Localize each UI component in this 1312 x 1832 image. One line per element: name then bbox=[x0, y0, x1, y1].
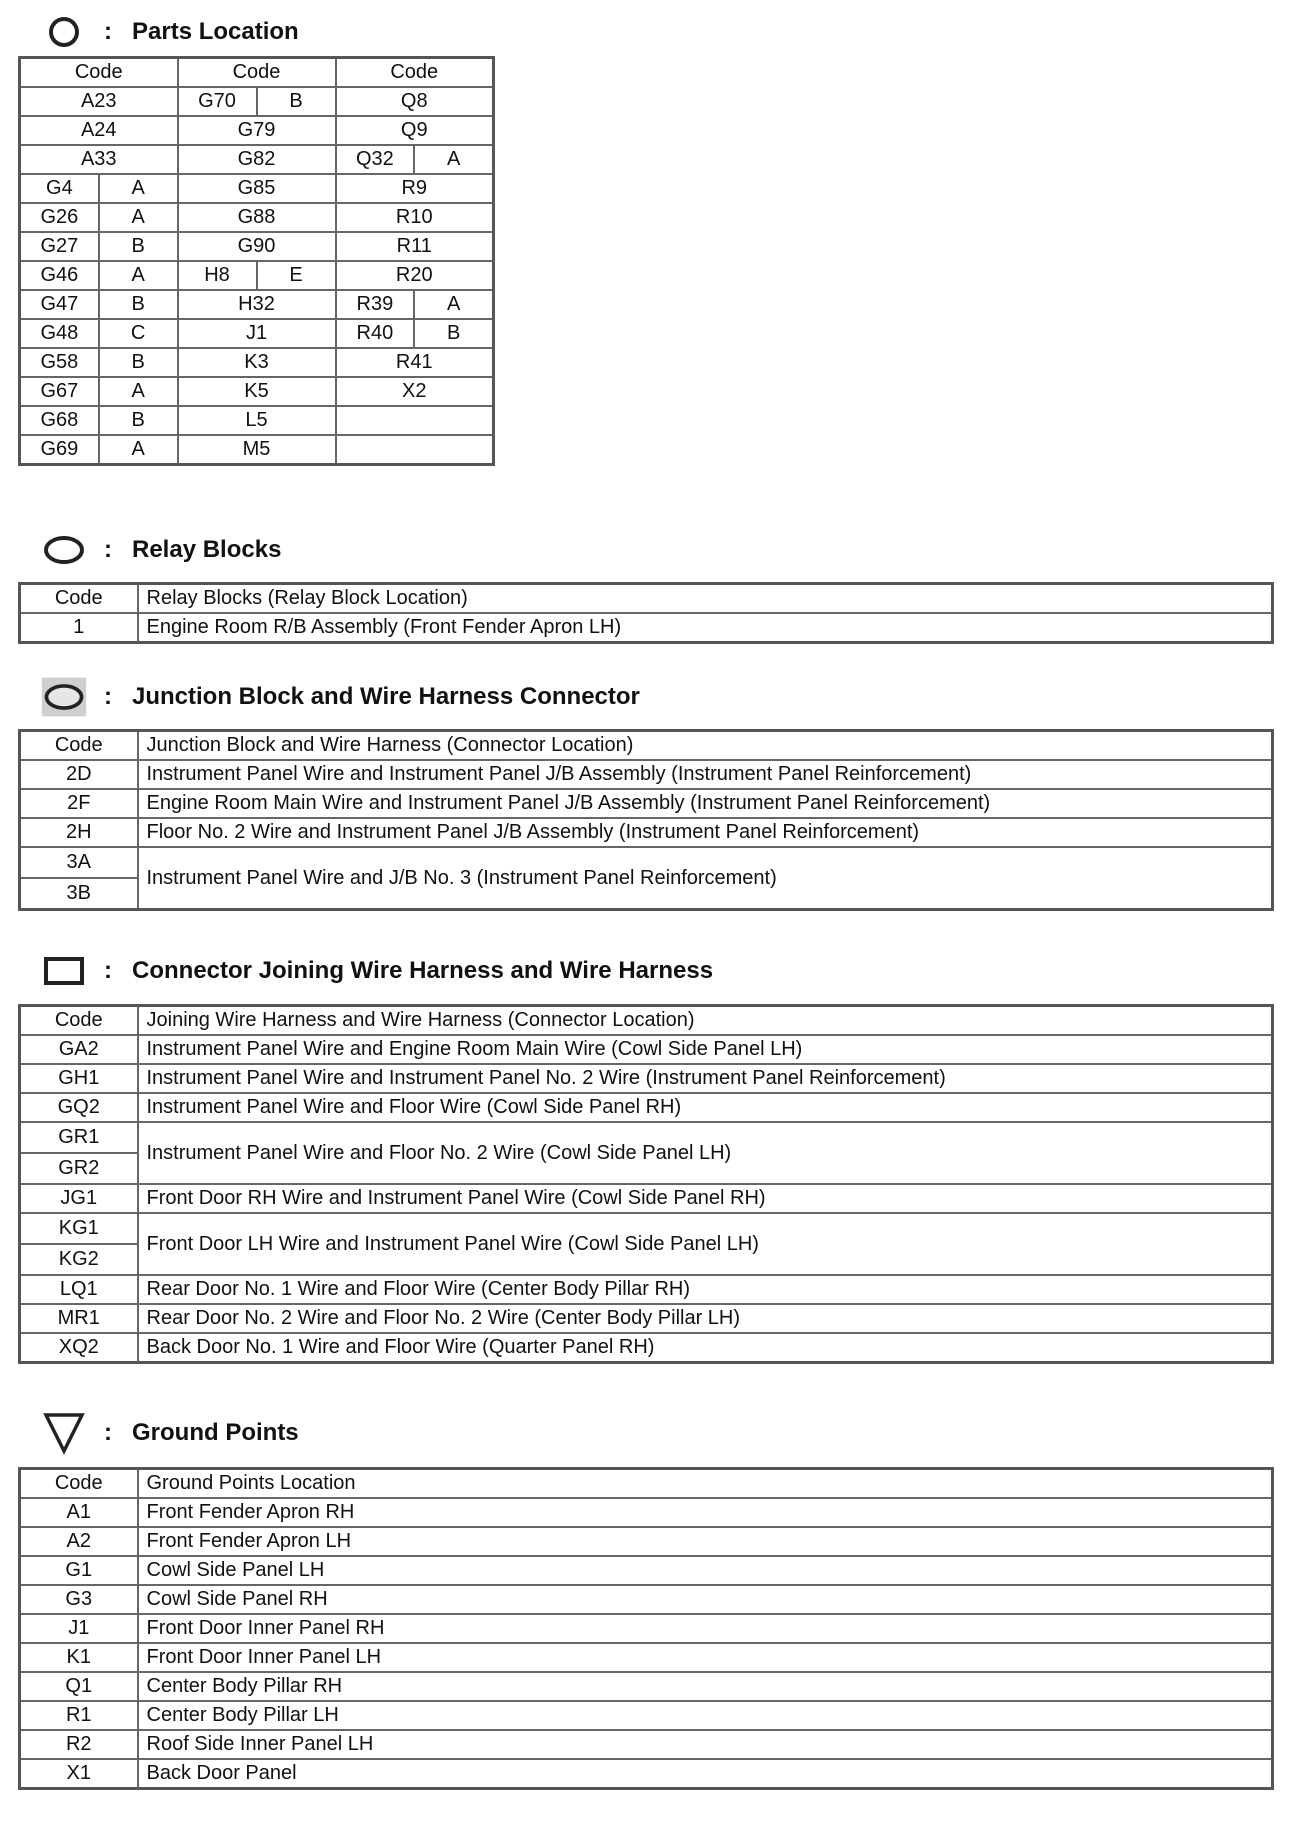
part-code-cell bbox=[336, 406, 494, 435]
table-row bbox=[20, 1527, 1273, 1556]
part-code-cell: R20 bbox=[336, 261, 494, 290]
part-code-cell: G90 bbox=[178, 232, 336, 261]
location-description: Back Door No. 1 Wire and Floor Wire (Quarter Panel RH) bbox=[138, 1333, 1273, 1363]
code-column-header: Code bbox=[20, 731, 138, 761]
table-row bbox=[20, 1304, 1273, 1333]
part-code-cell bbox=[178, 261, 336, 290]
part-code-pair bbox=[21, 407, 177, 434]
junction-block-table bbox=[18, 729, 1274, 911]
part-location-tag: A bbox=[131, 438, 145, 460]
part-code-cell: G85 bbox=[178, 174, 336, 203]
part-code-pair bbox=[179, 88, 335, 115]
part-code-cell: J1 bbox=[178, 319, 336, 348]
code-cell: G3 bbox=[20, 1585, 138, 1614]
table-row bbox=[20, 1122, 1273, 1184]
location-description: Roof Side Inner Panel LH bbox=[138, 1730, 1273, 1759]
part-code: G48 bbox=[21, 320, 100, 347]
part-code: G67 bbox=[21, 378, 100, 405]
table-row bbox=[20, 1672, 1273, 1701]
code-cell: GQ2 bbox=[20, 1093, 138, 1122]
part-code-cell: G79 bbox=[178, 116, 336, 145]
part-code-pair bbox=[21, 349, 177, 376]
relay-blocks-heading bbox=[40, 530, 281, 570]
column-header: Code bbox=[178, 58, 336, 88]
part-code-cell: K5 bbox=[178, 377, 336, 406]
location-description: Rear Door No. 1 Wire and Floor Wire (Center Body Pillar RH) bbox=[138, 1275, 1273, 1304]
part-location-tag: A bbox=[131, 264, 145, 286]
junction-block-heading bbox=[40, 677, 640, 717]
part-code: G4 bbox=[21, 175, 100, 202]
part-code-cell: H32 bbox=[178, 290, 336, 319]
part-code: G69 bbox=[21, 436, 100, 463]
part-code-cell: R10 bbox=[336, 203, 494, 232]
location-description: Instrument Panel Wire and Instrument Panel No. 2 Wire (Instrument Panel Reinforcement) bbox=[138, 1064, 1273, 1093]
location-description: Center Body Pillar RH bbox=[138, 1672, 1273, 1701]
part-location-tag: C bbox=[130, 322, 146, 344]
part-code-pair bbox=[21, 204, 177, 231]
heading-colon: : bbox=[104, 1419, 112, 1446]
part-code-cell: A23 bbox=[20, 87, 178, 116]
part-location-tag: B bbox=[446, 322, 461, 344]
table-row bbox=[20, 1035, 1273, 1064]
code-cell: R1 bbox=[20, 1701, 138, 1730]
location-description: Instrument Panel Wire and Floor Wire (Cowl Side Panel RH) bbox=[138, 1093, 1273, 1122]
table-row bbox=[20, 1759, 1273, 1789]
location-description: Front Fender Apron LH bbox=[138, 1527, 1273, 1556]
location-column-header: Relay Blocks (Relay Block Location) bbox=[138, 584, 1273, 614]
circle-symbol-icon bbox=[40, 12, 88, 52]
part-code: G47 bbox=[21, 291, 100, 318]
code-cell: GH1 bbox=[20, 1064, 138, 1093]
code-stack bbox=[21, 848, 137, 908]
code-column-header: Code bbox=[20, 1469, 138, 1499]
table-row bbox=[20, 406, 494, 435]
part-code-cell: X2 bbox=[336, 377, 494, 406]
table-row bbox=[20, 1730, 1273, 1759]
part-code: G70 bbox=[179, 88, 258, 115]
code-cell: A1 bbox=[20, 1498, 138, 1527]
part-code: H8 bbox=[179, 262, 258, 289]
part-code: R39 bbox=[337, 291, 416, 318]
table-row bbox=[20, 1333, 1273, 1363]
part-code-cell bbox=[20, 435, 178, 465]
location-description: Front Door LH Wire and Instrument Panel Wire (Cowl Side Panel LH) bbox=[138, 1213, 1273, 1275]
part-code-cell: M5 bbox=[178, 435, 336, 465]
part-location-tag: B bbox=[131, 235, 145, 257]
code-value: KG2 bbox=[58, 1248, 99, 1270]
table-header-row bbox=[20, 584, 1273, 614]
table-row bbox=[20, 1701, 1273, 1730]
part-code-cell bbox=[20, 290, 178, 319]
code-value: GR1 bbox=[21, 1123, 137, 1154]
code-cell bbox=[20, 1213, 138, 1275]
part-location-tag: A bbox=[131, 206, 145, 228]
table-row bbox=[20, 613, 1273, 643]
code-column-header: Code bbox=[20, 1006, 138, 1036]
oval-symbol-icon bbox=[40, 530, 88, 570]
shaded-oval-symbol-icon bbox=[40, 677, 88, 717]
code-cell: 2D bbox=[20, 760, 138, 789]
table-row bbox=[20, 1556, 1273, 1585]
location-description: Back Door Panel bbox=[138, 1759, 1273, 1789]
code-cell: JG1 bbox=[20, 1184, 138, 1213]
part-code-cell bbox=[336, 435, 494, 465]
part-code-cell bbox=[20, 261, 178, 290]
code-cell: R2 bbox=[20, 1730, 138, 1759]
code-cell bbox=[20, 847, 138, 910]
parts-location-table bbox=[18, 56, 495, 466]
table-row bbox=[20, 818, 1273, 847]
part-code-cell: L5 bbox=[178, 406, 336, 435]
section-title: Parts Location bbox=[132, 18, 299, 45]
location-description: Instrument Panel Wire and Instrument Panel J/B Assembly (Instrument Panel Reinforcement) bbox=[138, 760, 1273, 789]
table-row bbox=[20, 1275, 1273, 1304]
ground-points-table bbox=[18, 1467, 1274, 1790]
part-code-cell: K3 bbox=[178, 348, 336, 377]
location-description: Cowl Side Panel LH bbox=[138, 1556, 1273, 1585]
location-description: Instrument Panel Wire and Engine Room Main Wire (Cowl Side Panel LH) bbox=[138, 1035, 1273, 1064]
part-code-cell bbox=[20, 203, 178, 232]
part-location-tag: E bbox=[289, 264, 303, 286]
table-row bbox=[20, 435, 494, 465]
column-header: Code bbox=[20, 58, 178, 88]
location-description: Front Door Inner Panel RH bbox=[138, 1614, 1273, 1643]
table-row bbox=[20, 174, 494, 203]
part-code-cell: R11 bbox=[336, 232, 494, 261]
part-code-cell bbox=[336, 290, 494, 319]
table-row bbox=[20, 1093, 1273, 1122]
location-description: Engine Room Main Wire and Instrument Panel J/B Assembly (Instrument Panel Reinforcement) bbox=[138, 789, 1273, 818]
code-cell: J1 bbox=[20, 1614, 138, 1643]
code-column-header: Code bbox=[20, 584, 138, 614]
code-value: 3B bbox=[66, 882, 91, 904]
part-code-cell bbox=[20, 319, 178, 348]
location-description: Instrument Panel Wire and Floor No. 2 Wire (Cowl Side Panel LH) bbox=[138, 1122, 1273, 1184]
location-description: Center Body Pillar LH bbox=[138, 1701, 1273, 1730]
code-value: KG1 bbox=[21, 1214, 137, 1245]
part-code-cell: G82 bbox=[178, 145, 336, 174]
code-cell: G1 bbox=[20, 1556, 138, 1585]
table-header-row bbox=[20, 731, 1273, 761]
part-code: G27 bbox=[21, 233, 100, 260]
part-code-cell: A24 bbox=[20, 116, 178, 145]
code-cell: LQ1 bbox=[20, 1275, 138, 1304]
part-code: Q32 bbox=[337, 146, 416, 173]
table-row bbox=[20, 203, 494, 232]
location-description: Front Door Inner Panel LH bbox=[138, 1643, 1273, 1672]
part-code-cell bbox=[20, 232, 178, 261]
table-header-row bbox=[20, 1469, 1273, 1499]
code-cell: XQ2 bbox=[20, 1333, 138, 1363]
section-title: Relay Blocks bbox=[132, 536, 282, 563]
part-code-cell: G88 bbox=[178, 203, 336, 232]
code-cell: A2 bbox=[20, 1527, 138, 1556]
part-code-cell bbox=[20, 348, 178, 377]
part-location-tag: A bbox=[446, 293, 461, 315]
code-cell: Q1 bbox=[20, 1672, 138, 1701]
part-code-cell bbox=[336, 319, 494, 348]
part-location-tag: B bbox=[131, 409, 145, 431]
table-row bbox=[20, 290, 494, 319]
ground-points-heading bbox=[40, 1413, 299, 1453]
part-code: G26 bbox=[21, 204, 100, 231]
code-cell: GA2 bbox=[20, 1035, 138, 1064]
section-title: Ground Points bbox=[132, 1419, 299, 1446]
part-code-pair bbox=[337, 291, 493, 318]
location-description: Rear Door No. 2 Wire and Floor No. 2 Wire (Center Body Pillar LH) bbox=[138, 1304, 1273, 1333]
part-code-cell bbox=[178, 87, 336, 116]
table-row bbox=[20, 145, 494, 174]
part-location-tag: B bbox=[289, 90, 303, 112]
part-code-pair bbox=[21, 291, 177, 318]
location-description: Front Fender Apron RH bbox=[138, 1498, 1273, 1527]
location-description: Cowl Side Panel RH bbox=[138, 1585, 1273, 1614]
part-code: G68 bbox=[21, 407, 100, 434]
triangle-symbol-icon bbox=[40, 1413, 88, 1453]
code-cell: 1 bbox=[20, 613, 138, 643]
part-code-pair bbox=[21, 233, 177, 260]
table-row bbox=[20, 1184, 1273, 1213]
part-code-cell bbox=[336, 145, 494, 174]
location-column-header: Junction Block and Wire Harness (Connector Location) bbox=[138, 731, 1273, 761]
part-code-cell bbox=[20, 174, 178, 203]
location-description: Engine Room R/B Assembly (Front Fender Apron LH) bbox=[138, 613, 1273, 643]
part-code-pair bbox=[21, 262, 177, 289]
column-header: Code bbox=[336, 58, 494, 88]
code-cell: 2H bbox=[20, 818, 138, 847]
section-title: Junction Block and Wire Harness Connector bbox=[132, 683, 640, 710]
table-row bbox=[20, 232, 494, 261]
table-row bbox=[20, 760, 1273, 789]
location-column-header: Joining Wire Harness and Wire Harness (Connector Location) bbox=[138, 1006, 1273, 1036]
table-header-row bbox=[20, 1006, 1273, 1036]
table-row bbox=[20, 1643, 1273, 1672]
part-location-tag: A bbox=[131, 380, 145, 402]
section-title: Connector Joining Wire Harness and Wire Harness bbox=[132, 957, 714, 984]
part-location-tag: B bbox=[131, 351, 145, 373]
part-code-cell: R41 bbox=[336, 348, 494, 377]
code-cell: 2F bbox=[20, 789, 138, 818]
part-code-cell: A33 bbox=[20, 145, 178, 174]
part-code-pair bbox=[21, 436, 177, 463]
table-row bbox=[20, 261, 494, 290]
location-column-header: Ground Points Location bbox=[138, 1469, 1273, 1499]
part-code-cell: Q9 bbox=[336, 116, 494, 145]
part-code: R40 bbox=[337, 320, 416, 347]
part-code: G46 bbox=[21, 262, 100, 289]
part-code-cell bbox=[20, 406, 178, 435]
table-row bbox=[20, 789, 1273, 818]
part-code-pair bbox=[337, 320, 493, 347]
location-description: Instrument Panel Wire and J/B No. 3 (Instrument Panel Reinforcement) bbox=[138, 847, 1273, 910]
part-code-cell bbox=[20, 377, 178, 406]
part-code-cell: Q8 bbox=[336, 87, 494, 116]
code-cell: MR1 bbox=[20, 1304, 138, 1333]
part-code-cell: R9 bbox=[336, 174, 494, 203]
part-location-tag: A bbox=[446, 148, 461, 170]
part-code-pair bbox=[179, 262, 335, 289]
parts-location-heading bbox=[40, 12, 299, 52]
part-location-tag: A bbox=[131, 177, 145, 199]
part-code-pair bbox=[21, 320, 177, 347]
square-symbol-icon bbox=[40, 951, 88, 991]
table-row bbox=[20, 348, 494, 377]
part-code: G58 bbox=[21, 349, 100, 376]
heading-colon: : bbox=[104, 683, 112, 710]
location-description: Front Door RH Wire and Instrument Panel Wire (Cowl Side Panel RH) bbox=[138, 1184, 1273, 1213]
table-header-row bbox=[20, 58, 494, 88]
heading-colon: : bbox=[104, 536, 112, 563]
table-row bbox=[20, 1064, 1273, 1093]
table-row bbox=[20, 1498, 1273, 1527]
relay-blocks-table bbox=[18, 582, 1274, 644]
code-cell: X1 bbox=[20, 1759, 138, 1789]
part-code-pair bbox=[21, 175, 177, 202]
table-row bbox=[20, 319, 494, 348]
code-value: 3A bbox=[21, 848, 137, 879]
table-row bbox=[20, 377, 494, 406]
heading-colon: : bbox=[104, 18, 112, 45]
location-description: Floor No. 2 Wire and Instrument Panel J/B Assembly (Instrument Panel Reinforcement) bbox=[138, 818, 1273, 847]
table-row bbox=[20, 847, 1273, 910]
part-code-pair bbox=[21, 378, 177, 405]
code-stack bbox=[21, 1123, 137, 1183]
part-code-pair bbox=[337, 146, 493, 173]
table-row bbox=[20, 1585, 1273, 1614]
code-stack bbox=[21, 1214, 137, 1274]
table-row bbox=[20, 1213, 1273, 1275]
code-cell: K1 bbox=[20, 1643, 138, 1672]
connector-joining-table bbox=[18, 1004, 1274, 1364]
code-value: GR2 bbox=[58, 1157, 100, 1179]
code-cell bbox=[20, 1122, 138, 1184]
part-location-tag: B bbox=[131, 293, 145, 315]
table-row bbox=[20, 1614, 1273, 1643]
heading-colon: : bbox=[104, 957, 112, 984]
table-row bbox=[20, 87, 494, 116]
table-row bbox=[20, 116, 494, 145]
connector-joining-heading bbox=[40, 951, 713, 991]
